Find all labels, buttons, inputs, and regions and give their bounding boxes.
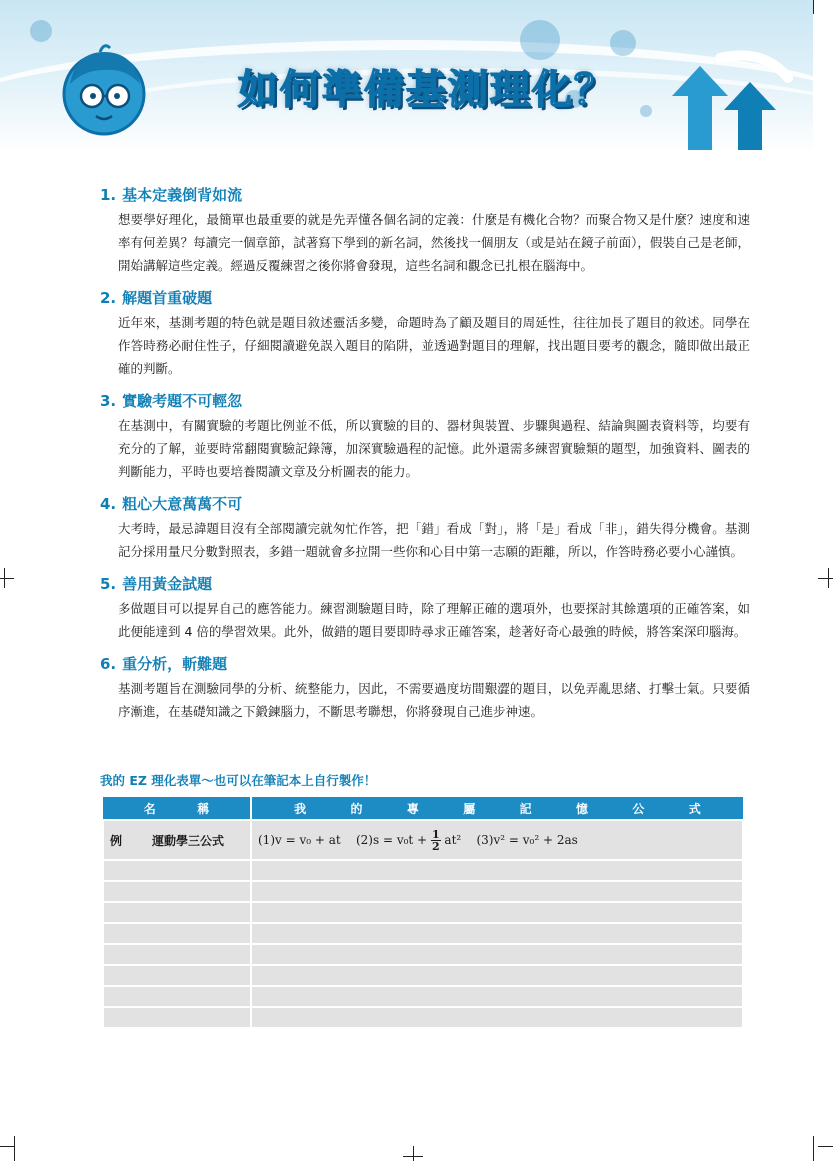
header-char: 名 [143,801,156,816]
tip-section [100,653,750,723]
formula-2-pre: (2)s = v₀t + [355,832,428,847]
header-char: 屬 [463,801,476,816]
section-body: 多做題目可以提昇自己的應答能力。練習測驗題目時，除了理解正確的選項外，也要探討其餘選項的正確答案，如此便能達到 4 倍的學習效果。此外，做錯的題目要即時尋求正確答案，趁著好奇心最強的時候，將答案深印腦海。 [118,601,750,639]
section-number: 6. [100,655,117,673]
header-char: 式 [688,801,701,816]
section-number: 1. [100,186,117,204]
section-body: 基測考題旨在測驗同學的分析、統整能力，因此，不需要過度坊間艱澀的題目，以免弄亂思緒、打擊士氣。只要循序漸進，在基礎知識之下鍛鍊腦力，不斷思考聯想，你將發現自己進步神速。 [118,681,750,719]
memo-formula-cell [251,923,743,944]
fraction-numerator: 1 [431,827,440,841]
example-name-cell [103,820,251,860]
memo-formula-cell [251,965,743,986]
header-char: 公 [632,801,645,816]
memo-formula-cell [251,881,743,902]
section-title: 善用黃金試題 [122,575,213,593]
section-heading [100,493,750,515]
fraction-denominator: 2 [431,839,440,853]
banner-bubble [30,20,52,42]
section-body: 近年來，基測考題的特色就是題目敘述靈活多變，命題時為了顧及題目的周延性，往往加長了題目的敘述。同學在作答時務必耐住性子，仔細閱讀避免誤入題目的陷阱，並透過對題目的理解，找出題目要考的觀念，隨即做出最正確的判斷。 [118,315,750,376]
banner-bubble [640,105,652,117]
tips-content [100,184,750,733]
crop-mark [0,1146,14,1147]
crop-mark [818,578,833,579]
section-title: 解題首重破題 [122,289,213,307]
table-header-row [103,797,743,820]
section-body: 大考時，最忌諱題目沒有全部閱讀完就匆忙作答，把「錯」看成「對」，將「是」看成「非」，錯失得分機會。基測記分採用量尺分數對照表，多錯一題就會多拉開一些你和心目中第一志願的距離，所以，作答時務必要小心謹慎。 [118,521,750,559]
memo-name-cell [103,944,251,965]
header-char: 專 [406,801,419,816]
example-tag: 例 [110,833,123,848]
memo-row [103,965,743,986]
memo-row [103,923,743,944]
memo-row [103,986,743,1007]
memo-row [103,902,743,923]
tip-section [100,184,750,277]
header-char: 的 [350,801,363,816]
formula-1: (1)v = v₀ + at [258,832,341,847]
memo-name-cell [103,1007,251,1028]
crop-mark [0,578,14,579]
crop-mark [14,1136,15,1161]
formula-memo-table [102,797,744,1029]
section-title: 粗心大意萬萬不可 [122,495,243,513]
section-heading [100,287,750,309]
column-header-formula [251,797,743,820]
crop-mark [403,1156,423,1157]
header-char: 我 [294,801,307,816]
crop-mark [813,1136,814,1161]
tip-section [100,493,750,563]
banner-bubble [520,20,560,60]
memo-name-cell [103,986,251,1007]
crop-mark [4,568,5,588]
header-char: 記 [519,801,532,816]
memo-row [103,944,743,965]
memo-name-cell [103,860,251,881]
memo-name-cell [103,881,251,902]
memo-name-cell [103,923,251,944]
formula-2-post: at² [444,832,462,847]
section-title: 實驗考題不可輕忽 [122,392,243,410]
section-heading [100,390,750,412]
section-heading [100,184,750,206]
memo-formula-cell [251,1007,743,1028]
cartoon-boy-icon [56,38,152,142]
example-row [103,820,743,860]
section-body: 想要學好理化，最簡單也最重要的就是先弄懂各個名詞的定義：什麼是有機化合物？而聚合物又是什麼？速度和速率有何差異？每讀完一個章節，試著寫下學到的新名詞，然後找一個朋友（或是站在鏡子前面），假裝自己是老師，開始講解這些定義。經過反覆練習之後你將會發現，這些名詞和觀念已扎根在腦海中。 [118,212,750,273]
section-number: 2. [100,289,117,307]
memo-formula-cell [251,944,743,965]
formula-fraction [431,829,441,852]
section-number: 5. [100,575,117,593]
up-arrows-icon [668,38,808,150]
memo-formula-cell [251,986,743,1007]
header-char: 稱 [197,801,210,816]
example-name: 運動學三公式 [151,833,224,848]
section-title: 重分析，斬難題 [122,655,228,673]
memo-formula-cell [251,860,743,881]
memo-name-cell [103,902,251,923]
tip-section [100,390,750,483]
table-caption: 我的 EZ 理化表單～也可以在筆記本上自行製作！ [100,773,377,788]
crop-mark [413,1146,414,1161]
section-title: 基本定義倒背如流 [122,186,243,204]
crop-mark [813,0,814,14]
example-formula-cell [251,820,743,860]
section-body: 在基測中，有關實驗的考題比例並不低，所以實驗的目的、器材與裝置、步驟與過程、結論與圖表資料等，均要有充分的了解，並要時常翻閱實驗記錄簿，加深實驗過程的記憶。此外還需多練習實驗類的題型，加強資料、圖表的判斷能力，平時也要培養閱讀文章及分析圖表的能力。 [118,418,750,479]
memo-row [103,860,743,881]
banner-bubble [610,30,636,56]
header-banner [0,0,813,152]
section-number: 4. [100,495,117,513]
section-number: 3. [100,392,117,410]
column-header-name [103,797,251,820]
crop-mark [818,1146,833,1147]
memo-row [103,881,743,902]
crop-mark [828,568,829,588]
tip-section [100,287,750,380]
tip-section [100,573,750,643]
memo-name-cell [103,965,251,986]
formula-3: (3)v² = v₀² + 2as [476,832,578,847]
section-heading [100,653,750,675]
memo-formula-cell [251,902,743,923]
header-char: 憶 [576,801,589,816]
page-title: 如何準備基測理化？ [238,67,616,113]
memo-row [103,1007,743,1028]
section-heading [100,573,750,595]
